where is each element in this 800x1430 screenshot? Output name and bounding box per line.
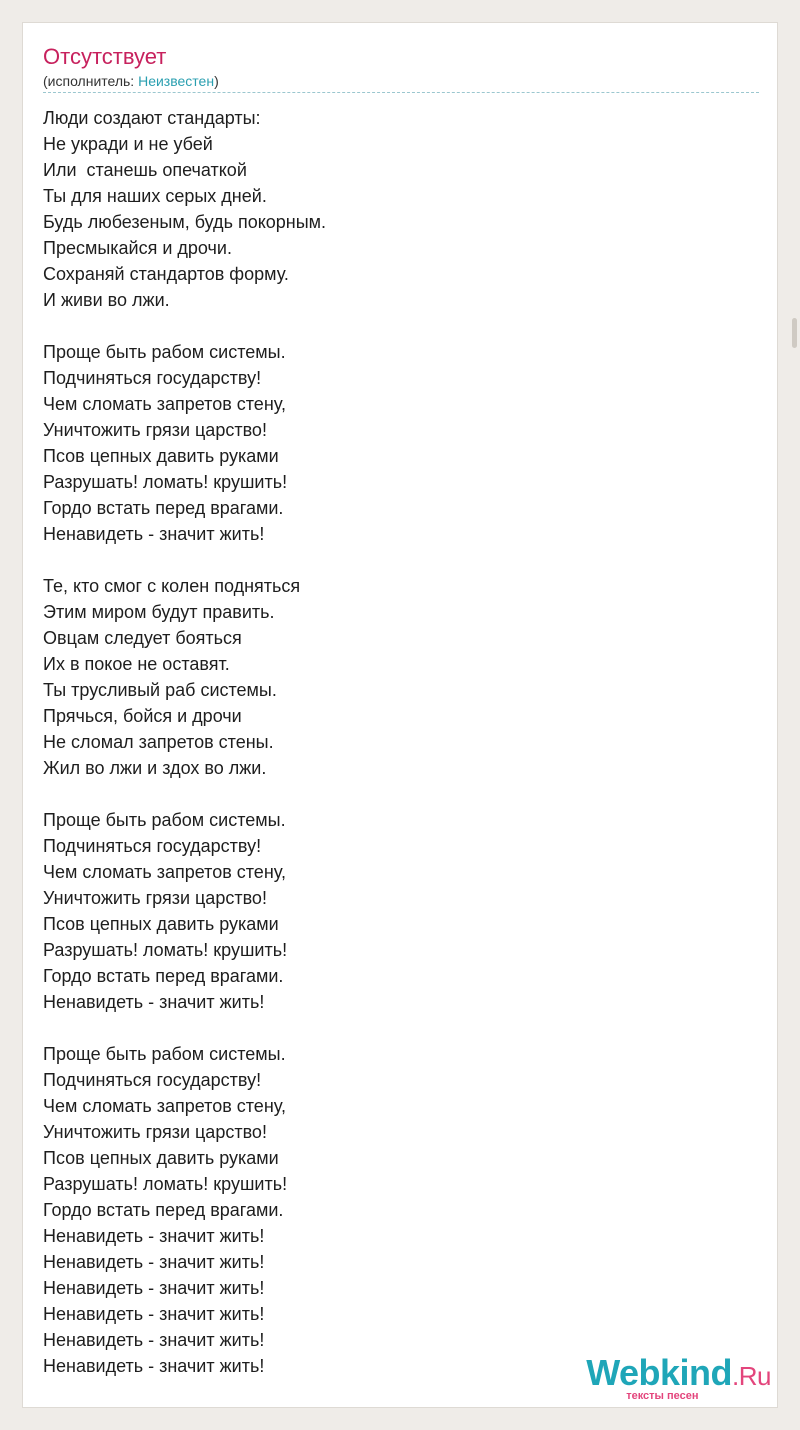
scrollbar-thumb[interactable]	[792, 318, 797, 348]
lyric-line: Ты трусливый раб системы.	[43, 680, 277, 700]
lyric-line: Ненавидеть - значит жить!	[43, 1356, 265, 1376]
lyric-line: Ненавидеть - значит жить!	[43, 1278, 265, 1298]
lyric-line: Или станешь опечаткой	[43, 160, 247, 180]
lyric-line: Будь любезеным, будь покорным.	[43, 212, 327, 232]
lyric-line: Разрушать! ломать! крушить!	[43, 1174, 288, 1194]
lyric-line: Псов цепных давить руками	[43, 1148, 279, 1168]
lyric-line: Проще быть рабом системы.	[43, 1044, 286, 1064]
artist-prefix: (исполнитель:	[43, 73, 139, 89]
lyric-line: Подчиняться государству!	[43, 368, 262, 388]
lyrics-stanza	[43, 807, 759, 1015]
lyric-line: Сохраняй стандартов форму.	[43, 264, 289, 284]
lyric-line: Чем сломать запретов стену,	[43, 394, 286, 414]
lyric-line: Проще быть рабом системы.	[43, 810, 286, 830]
lyric-line: Подчиняться государству!	[43, 836, 262, 856]
lyric-line: Псов цепных давить руками	[43, 914, 279, 934]
lyric-line: Ненавидеть - значит жить!	[43, 992, 265, 1012]
lyric-line: Проще быть рабом системы.	[43, 342, 286, 362]
lyrics-card	[22, 22, 778, 1408]
lyric-line: Не укради и не убей	[43, 134, 213, 154]
lyric-line: Ненавидеть - значит жить!	[43, 1304, 265, 1324]
lyric-line: Гордо встать перед врагами.	[43, 498, 284, 518]
lyric-line: И живи во лжи.	[43, 290, 170, 310]
logo-brand	[586, 1352, 771, 1394]
lyrics-stanza	[43, 1041, 759, 1379]
site-logo[interactable]	[586, 1352, 771, 1402]
lyrics-stanza	[43, 339, 759, 547]
lyric-line: Подчиняться государству!	[43, 1070, 262, 1090]
artist-link[interactable]: Неизвестен	[138, 73, 215, 89]
song-header	[43, 43, 759, 93]
lyric-line: Не сломал запретов стены.	[43, 732, 274, 752]
lyric-line: Уничтожить грязи царство!	[43, 1122, 267, 1142]
lyrics-body	[43, 105, 759, 1405]
lyric-line: Гордо встать перед врагами.	[43, 1200, 284, 1220]
lyric-line: Ненавидеть - значит жить!	[43, 1252, 265, 1272]
logo-tagline: тексты песен	[626, 1390, 699, 1402]
lyric-line: Этим миром будут править.	[43, 602, 275, 622]
lyric-line: Их в покое не оставят.	[43, 654, 230, 674]
artist-line	[43, 72, 759, 93]
song-title: Отсутствует	[43, 44, 167, 69]
lyric-line: Разрушать! ломать! крушить!	[43, 472, 288, 492]
lyric-line: Ты для наших серых дней.	[43, 186, 267, 206]
lyric-line: Те, кто смог с колен подняться	[43, 576, 301, 596]
lyric-line: Псов цепных давить руками	[43, 446, 279, 466]
lyric-line: Прячься, бойся и дрочи	[43, 706, 242, 726]
lyrics-stanza	[43, 573, 759, 781]
lyric-line: Жил во лжи и здох во лжи.	[43, 758, 267, 778]
lyric-line: Чем сломать запретов стену,	[43, 862, 286, 882]
lyric-line: Уничтожить грязи царство!	[43, 420, 267, 440]
logo-brand-text: Webkind	[586, 1352, 733, 1393]
lyric-line: Разрушать! ломать! крушить!	[43, 940, 288, 960]
lyric-line: Чем сломать запретов стену,	[43, 1096, 286, 1116]
lyric-line: Овцам следует бояться	[43, 628, 242, 648]
lyric-line: Гордо встать перед врагами.	[43, 966, 284, 986]
lyric-line: Ненавидеть - значит жить!	[43, 1226, 265, 1246]
artist-suffix: )	[214, 73, 219, 89]
page-scrollbar[interactable]	[788, 0, 800, 1430]
lyrics-stanza	[43, 105, 759, 313]
lyric-line: Ненавидеть - значит жить!	[43, 1330, 265, 1350]
lyric-line: Пресмыкайся и дрочи.	[43, 238, 232, 258]
lyric-line: Люди создают стандарты:	[43, 108, 261, 128]
lyric-line: Ненавидеть - значит жить!	[43, 524, 265, 544]
logo-tld: .Ru	[732, 1361, 771, 1391]
lyric-line: Уничтожить грязи царство!	[43, 888, 267, 908]
